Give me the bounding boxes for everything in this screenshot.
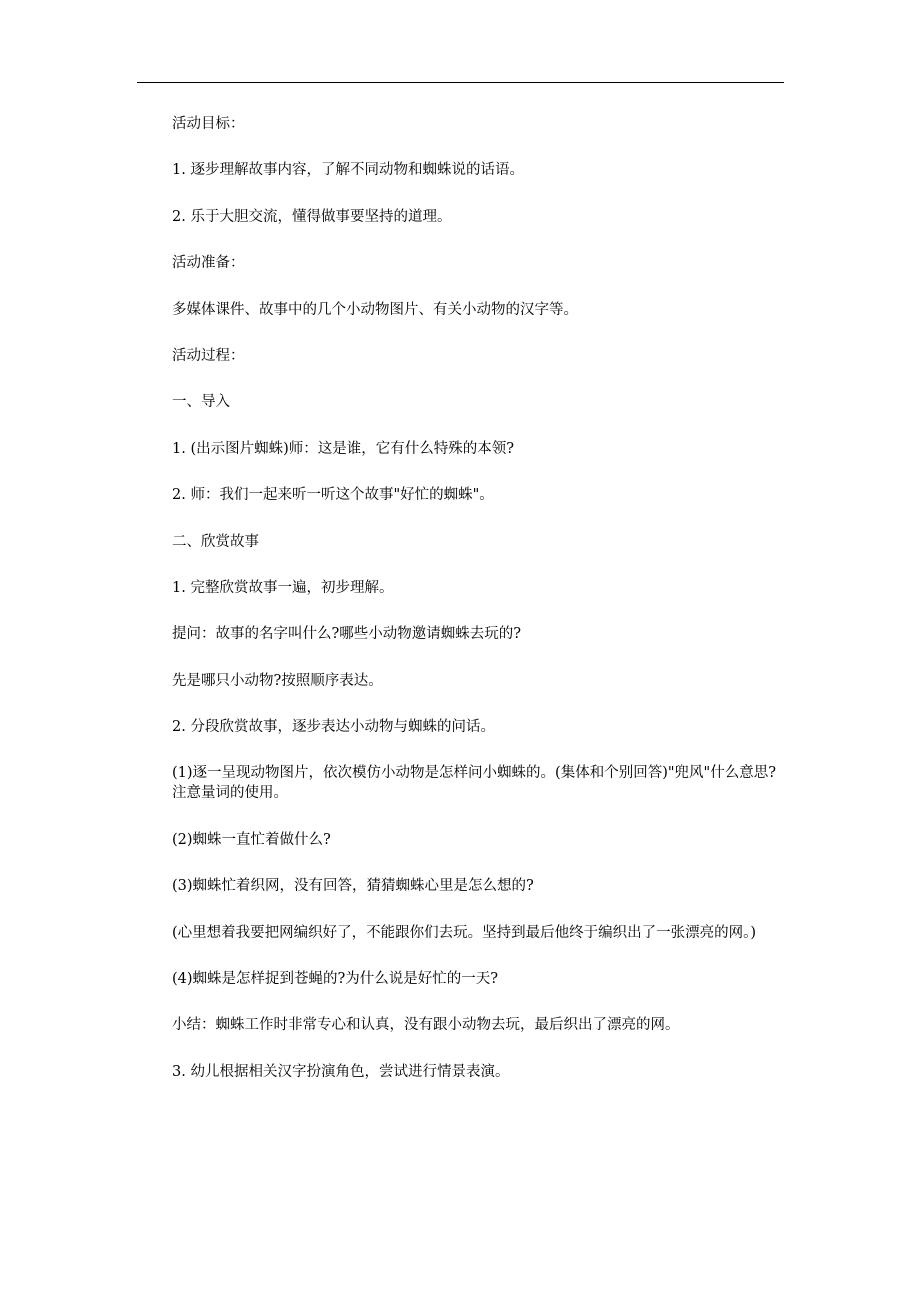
story-step-1: 1. 完整欣赏故事一遍，初步理解。 (172, 579, 394, 596)
heading-activity-preparation: 活动准备： (172, 255, 245, 272)
story-substep-2: (2)蜘蛛一直忙着做什么? (172, 831, 331, 848)
story-substep-1: (1)逐一呈现动物图片，依次模仿小动物是怎样问小蜘蛛的。(集体和个别回答)"兜风"什么意思?注意量词的使用。 (172, 765, 776, 802)
intro-step-2: 2. 师：我们一起来听一听这个故事"好忙的蜘蛛"。 (172, 487, 494, 504)
section-story-appreciation: 二、欣赏故事 (172, 533, 259, 550)
header-rule (137, 82, 784, 83)
section-introduction: 一、导入 (172, 394, 230, 411)
story-substep-3: (3)蜘蛛忙着织网，没有回答，猜猜蜘蛛心里是怎么想的? (172, 878, 534, 895)
goal-item-1: 1. 逐步理解故事内容，了解不同动物和蜘蛛说的话语。 (172, 162, 524, 179)
story-question: 提问：故事的名字叫什么?哪些小动物邀请蜘蛛去玩的? (172, 626, 522, 643)
intro-step-1: 1. (出示图片蜘蛛)师：这是谁，它有什么特殊的本领? (172, 440, 515, 457)
story-step-3: 3. 幼儿根据相关汉字扮演角色，尝试进行情景表演。 (172, 1063, 510, 1080)
story-substep-4: (4)蜘蛛是怎样捉到苍蝇的?为什么说是好忙的一天? (172, 971, 499, 988)
heading-activity-goals: 活动目标： (172, 116, 245, 132)
story-step-2: 2. 分段欣赏故事，逐步表达小动物与蜘蛛的问话。 (172, 719, 495, 736)
story-order-prompt: 先是哪只小动物?按照顺序表达。 (172, 672, 383, 689)
goal-item-2: 2. 乐于大胆交流，懂得做事要坚持的道理。 (172, 208, 452, 225)
summary-text: 小结：蜘蛛工作时非常专心和认真，没有跟小动物去玩，最后织出了漂亮的网。 (172, 1017, 680, 1034)
preparation-text: 多媒体课件、故事中的几个小动物图片、有关小动物的汉字等。 (172, 301, 578, 318)
heading-activity-process: 活动过程： (172, 347, 245, 364)
story-substep-3-answer: (心里想着我要把网编织好了，不能跟你们去玩。坚持到最后他终于编织出了一张漂亮的网。) (172, 924, 757, 941)
document-body (172, 114, 784, 1108)
